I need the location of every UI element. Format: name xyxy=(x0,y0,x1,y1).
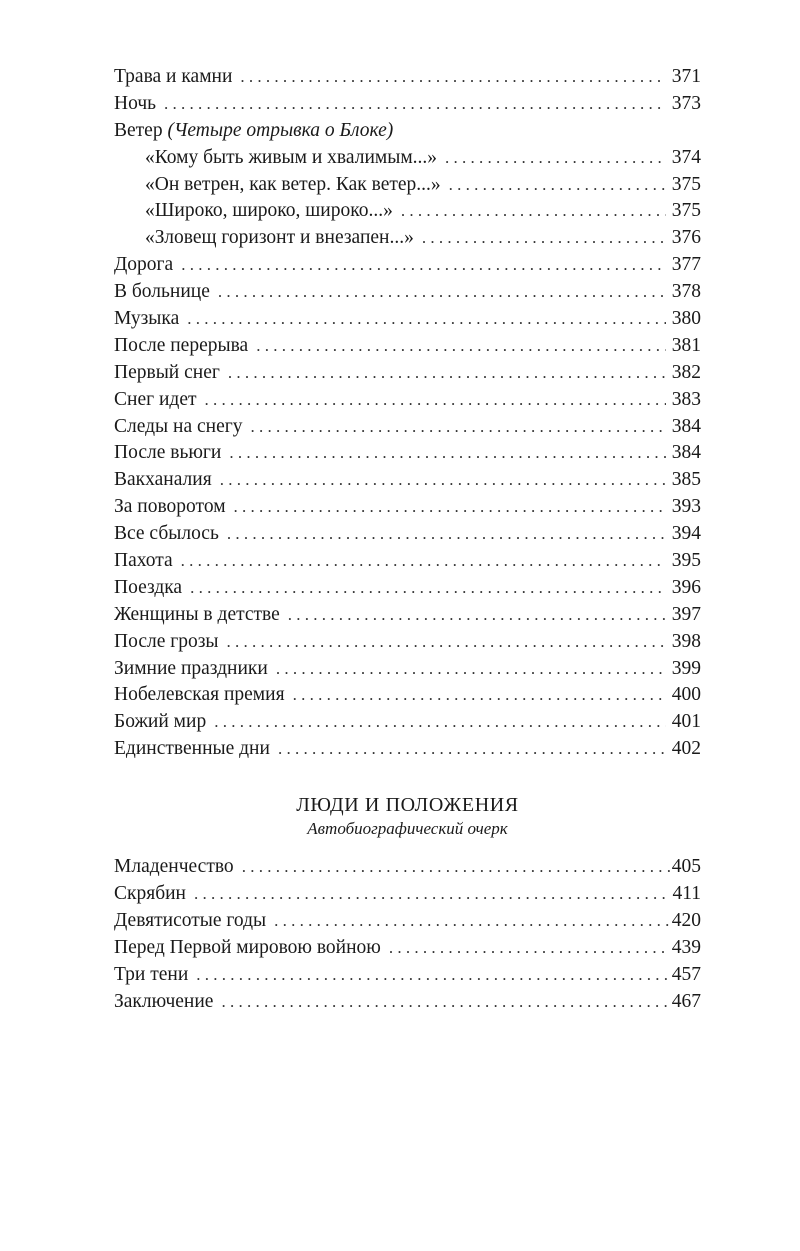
entry-title: За поворотом xyxy=(114,496,226,518)
dot-leader xyxy=(449,172,666,199)
section-heading xyxy=(114,792,701,840)
dot-leader xyxy=(229,440,665,467)
dot-leader xyxy=(227,521,666,548)
toc-entry xyxy=(114,198,701,225)
essay-list xyxy=(114,854,701,1015)
entry-title: Перед Первой мировою войною xyxy=(114,936,381,958)
entry-page-number: 382 xyxy=(671,361,701,383)
toc-entry xyxy=(114,521,701,548)
entry-page-number: 457 xyxy=(671,963,701,985)
entry-title: Пахота xyxy=(114,550,173,572)
toc-entry xyxy=(114,602,701,629)
toc-entry xyxy=(114,709,701,736)
entry-title: Снег идет xyxy=(114,388,197,410)
entry-title: Единственные дни xyxy=(114,738,270,760)
toc-entry xyxy=(114,682,701,709)
entry-title: Вакханалия xyxy=(114,469,212,491)
dot-leader xyxy=(218,279,666,306)
toc-entry xyxy=(114,935,701,962)
entry-title: Дорога xyxy=(114,254,174,276)
entry-title: «Широко, широко, широко...» xyxy=(145,200,393,222)
entry-title: «Он ветрен, как ветер. Как ветер...» xyxy=(145,173,441,195)
toc-entry xyxy=(114,962,701,989)
dot-leader xyxy=(234,494,666,521)
toc-entry xyxy=(114,854,701,881)
entry-page-number: 384 xyxy=(671,415,701,437)
toc-entry xyxy=(114,306,701,333)
entry-title: Заключение xyxy=(114,990,214,1012)
entry-title: Нобелевская премия xyxy=(114,684,285,706)
entry-title: Ночь xyxy=(114,92,157,114)
entry-title: Поездка xyxy=(114,576,183,598)
dot-leader xyxy=(220,467,666,494)
entry-page-number: 380 xyxy=(671,308,701,330)
toc-entry xyxy=(114,225,701,252)
entry-page-number: 402 xyxy=(671,738,701,760)
dot-leader xyxy=(240,64,665,91)
toc-entry xyxy=(114,467,701,494)
toc-entry xyxy=(114,548,701,575)
dot-leader xyxy=(214,709,666,736)
table-of-contents xyxy=(114,64,701,1016)
dot-leader xyxy=(187,306,666,333)
entry-title: После перерыва xyxy=(114,334,249,356)
entry-page-number: 439 xyxy=(671,936,701,958)
poems-list xyxy=(114,64,701,763)
dot-leader xyxy=(228,360,666,387)
entry-page-number: 374 xyxy=(671,146,701,168)
entry-title: Скрябин xyxy=(114,883,186,905)
dot-leader xyxy=(227,629,666,656)
entry-page-number: 384 xyxy=(671,442,701,464)
entry-page-number: 376 xyxy=(671,227,701,249)
entry-title: Ветер (Четыре отрывка о Блоке) xyxy=(114,119,394,141)
dot-leader xyxy=(221,989,669,1016)
entry-page-number: 375 xyxy=(671,173,701,195)
toc-entry xyxy=(114,908,701,935)
entry-page-number: 373 xyxy=(671,92,701,114)
toc-entry xyxy=(114,252,701,279)
toc-entry xyxy=(114,145,701,172)
entry-title: Следы на снегу xyxy=(114,415,243,437)
entry-title: В больнице xyxy=(114,281,210,303)
toc-entry xyxy=(114,387,701,414)
entry-page-number: 381 xyxy=(671,334,701,356)
toc-entry xyxy=(114,118,701,145)
entry-title: Зимние праздники xyxy=(114,657,268,679)
dot-leader xyxy=(205,387,666,414)
entry-title: После грозы xyxy=(114,630,219,652)
toc-entry xyxy=(114,575,701,602)
toc-entry xyxy=(114,736,701,763)
section-title: ЛЮДИ И ПОЛОЖЕНИЯ xyxy=(296,794,519,817)
toc-entry xyxy=(114,989,701,1016)
toc-entry xyxy=(114,494,701,521)
entry-title: Первый снег xyxy=(114,361,220,383)
toc-entry xyxy=(114,172,701,199)
entry-title: Женщины в детстве xyxy=(114,603,280,625)
entry-page-number: 467 xyxy=(671,990,701,1012)
entry-page-number: 377 xyxy=(671,254,701,276)
toc-entry xyxy=(114,91,701,118)
toc-entry xyxy=(114,881,701,908)
dot-leader xyxy=(422,225,666,252)
dot-leader xyxy=(276,656,666,683)
entry-title: Божий мир xyxy=(114,711,207,733)
entry-title-italic: (Четыре отрывка о Блоке) xyxy=(167,119,394,141)
entry-title: Музыка xyxy=(114,308,180,330)
dot-leader xyxy=(190,575,666,602)
toc-entry xyxy=(114,440,701,467)
dot-leader xyxy=(274,908,670,935)
dot-leader xyxy=(278,736,666,763)
dot-leader xyxy=(293,682,666,709)
dot-leader xyxy=(401,198,666,225)
dot-leader xyxy=(256,333,666,360)
entry-page-number: 401 xyxy=(671,711,701,733)
entry-page-number: 383 xyxy=(671,388,701,410)
dot-leader xyxy=(389,935,670,962)
entry-title: Все сбылось xyxy=(114,523,219,545)
entry-title: Трава и камни xyxy=(114,66,233,87)
dot-leader xyxy=(288,602,666,629)
entry-page-number: 399 xyxy=(671,657,701,679)
entry-title: Младенчество xyxy=(114,856,234,878)
toc-entry xyxy=(114,629,701,656)
entry-page-number: 411 xyxy=(672,883,701,905)
entry-page-number: 397 xyxy=(671,603,701,625)
entry-page-number: 385 xyxy=(671,469,701,491)
entry-title: «Кому быть живым и хвалимым...» xyxy=(145,146,438,168)
entry-page-number: 375 xyxy=(671,200,701,222)
entry-page-number: 420 xyxy=(671,909,701,931)
dot-leader xyxy=(181,252,666,279)
entry-page-number: 398 xyxy=(671,630,701,652)
dot-leader xyxy=(196,962,669,989)
entry-page-number: 405 xyxy=(671,856,701,878)
entry-page-number: 371 xyxy=(671,66,701,87)
entry-title: После вьюги xyxy=(114,442,222,464)
entry-page-number: 400 xyxy=(671,684,701,706)
entry-title: «Зловещ горизонт и внезапен...» xyxy=(145,227,414,249)
entry-page-number: 393 xyxy=(671,496,701,518)
entry-title: Девятисотые годы xyxy=(114,909,267,931)
dot-leader xyxy=(164,91,666,118)
entry-page-number: 378 xyxy=(671,281,701,303)
dot-leader xyxy=(242,854,670,881)
dot-leader xyxy=(445,145,666,172)
toc-entry xyxy=(114,279,701,306)
dot-leader xyxy=(251,414,666,441)
entry-title: Три тени xyxy=(114,963,189,985)
entry-page-number: 396 xyxy=(671,576,701,598)
dot-leader xyxy=(181,548,666,575)
entry-page-number: 394 xyxy=(671,523,701,545)
toc-entry xyxy=(114,656,701,683)
dot-leader xyxy=(194,881,670,908)
toc-entry xyxy=(114,64,701,91)
section-subtitle: Автобиографический очерк xyxy=(307,819,508,839)
toc-entry xyxy=(114,414,701,441)
toc-entry xyxy=(114,333,701,360)
entry-page-number: 395 xyxy=(671,550,701,572)
toc-entry xyxy=(114,360,701,387)
